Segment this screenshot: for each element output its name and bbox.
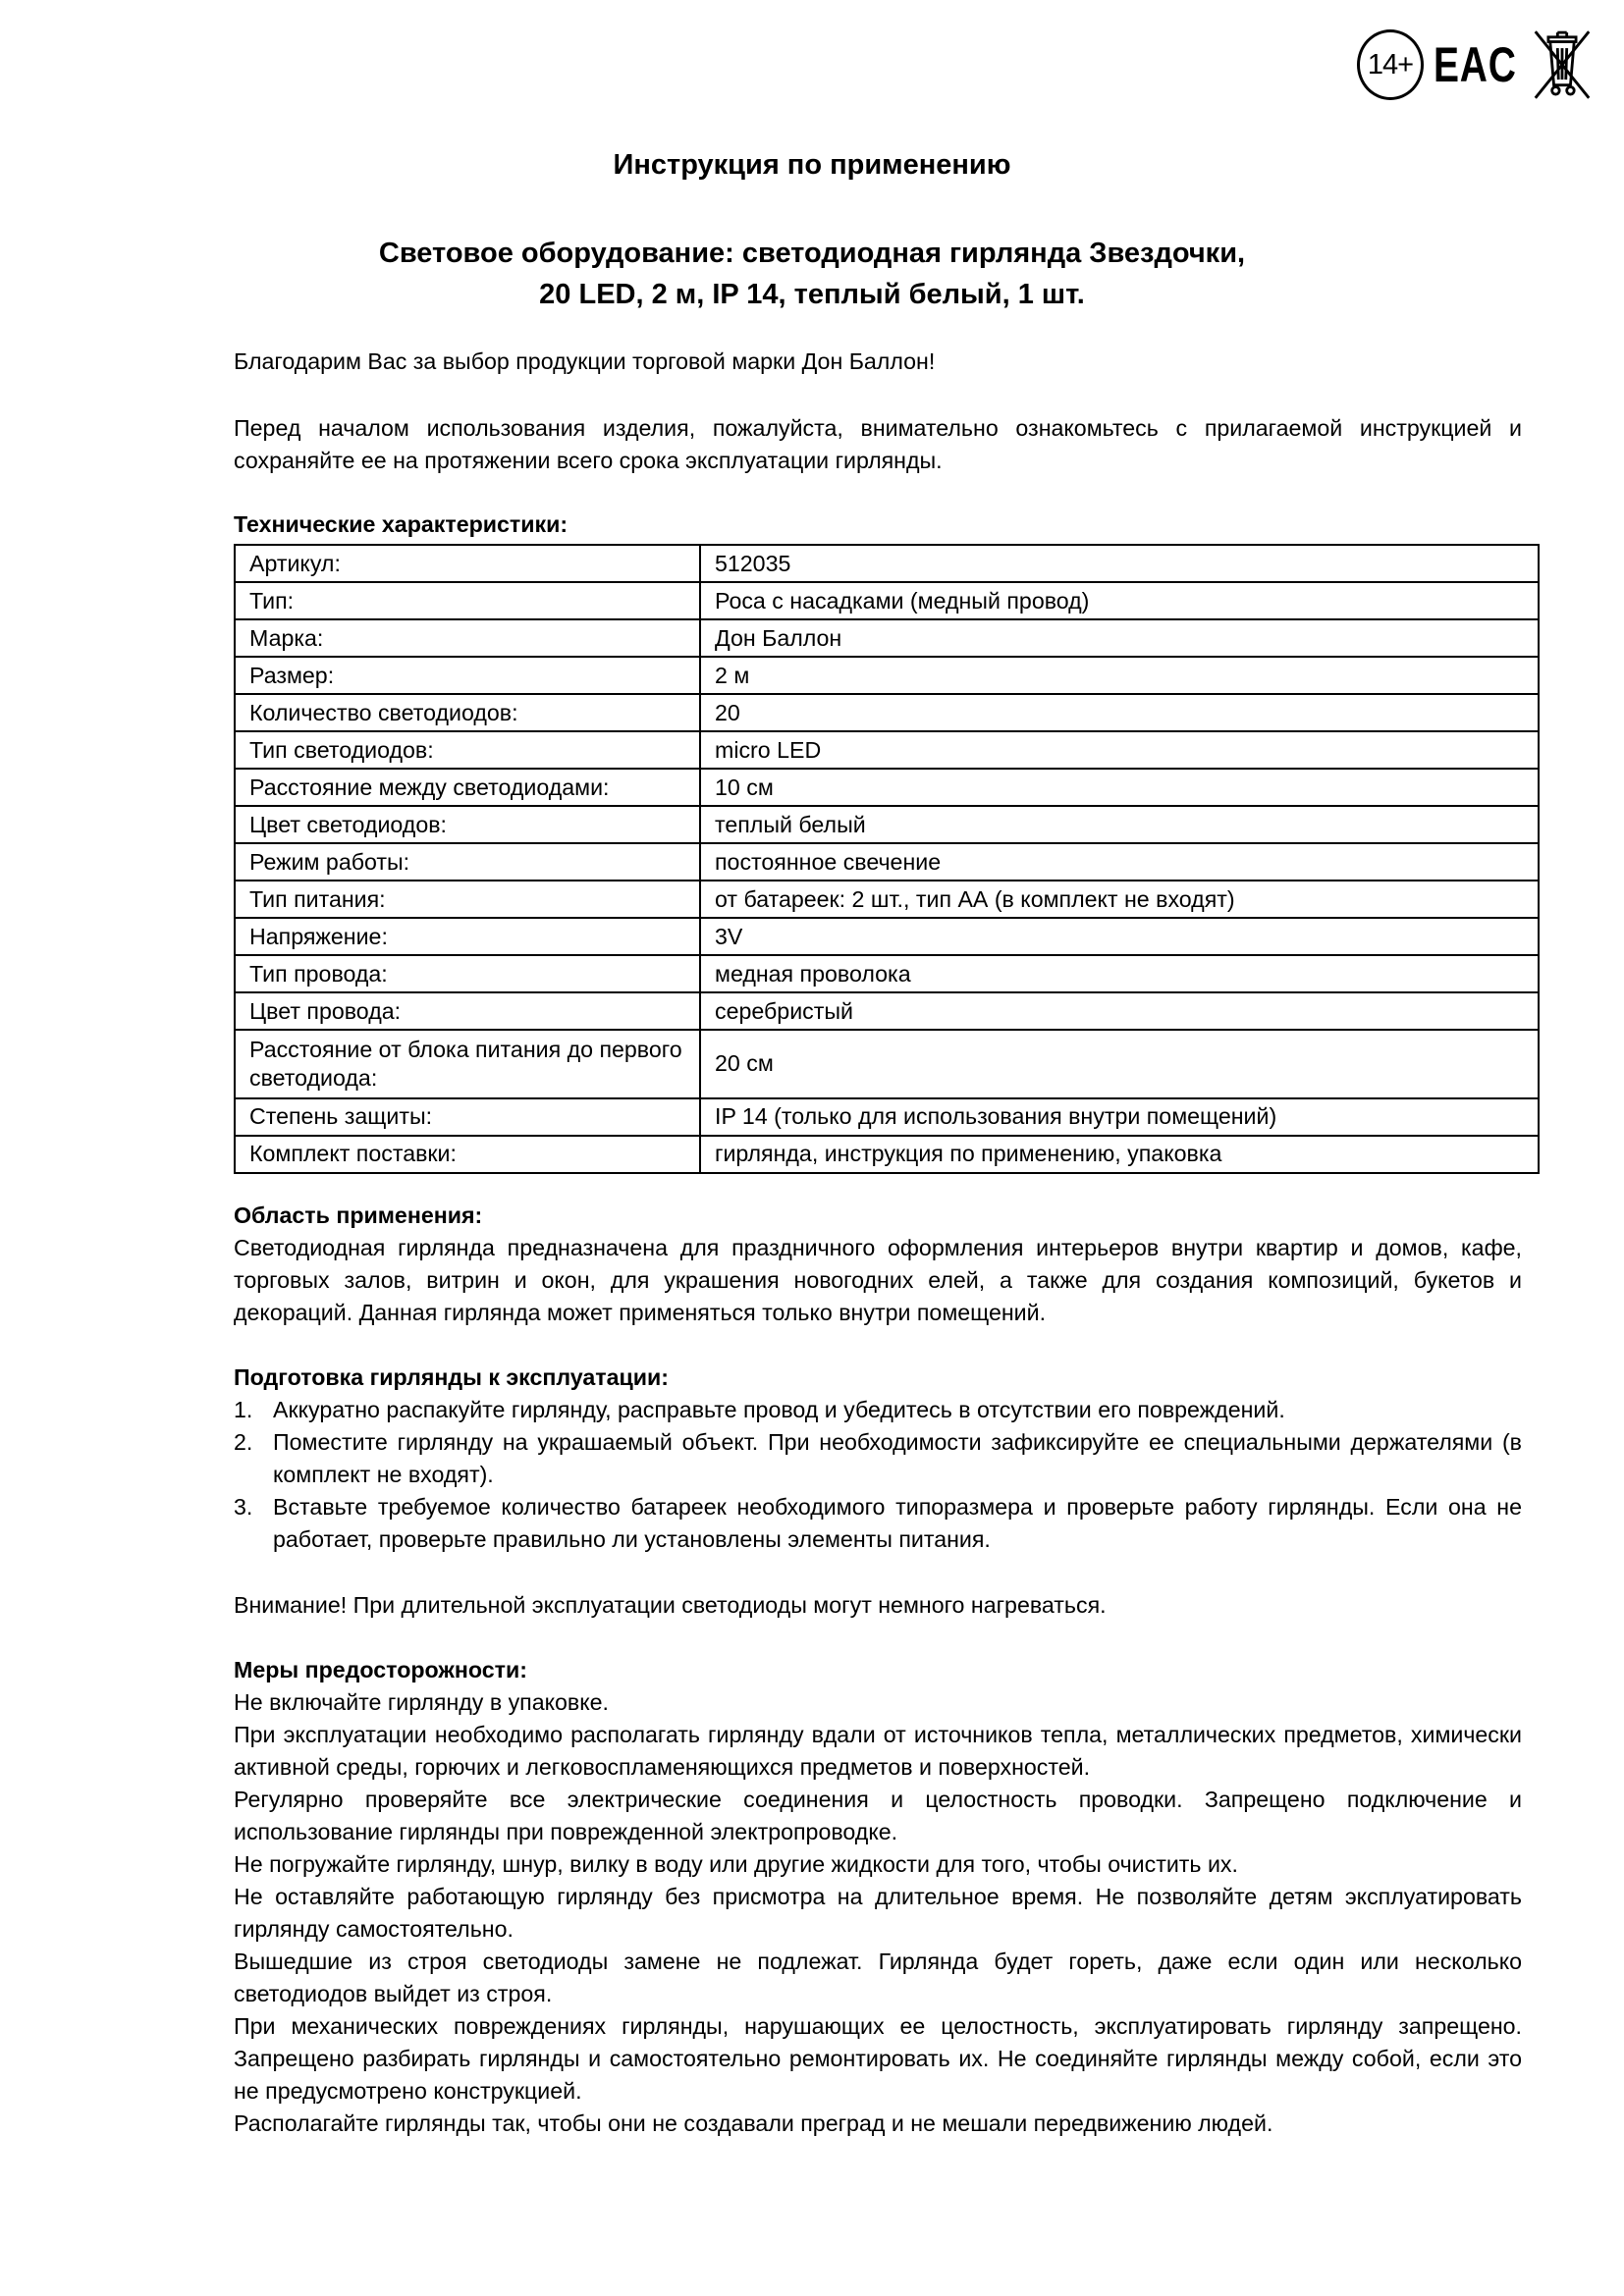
precautions-list — [234, 1686, 1522, 2140]
spec-value: серебристый — [700, 992, 1539, 1030]
list-item — [234, 1394, 1522, 1426]
table-row — [235, 1098, 1539, 1136]
spec-value: теплый белый — [700, 806, 1539, 843]
specs-heading: Технические характеристики: — [234, 511, 568, 537]
precautions-heading: Меры предосторожности: — [234, 1657, 527, 1682]
table-row — [235, 955, 1539, 992]
list-item: Располагайте гирлянды так, чтобы они не создавали преград и не мешали передвижению людей. — [234, 2110, 1273, 2136]
list-item: Регулярно проверяйте все электрические соединения и целостность проводки. Запрещено подключение и использование гирлянды при поврежденной электропроводке. — [234, 1787, 1522, 1844]
crossed-bin-icon — [1532, 26, 1593, 104]
spec-label: Количество светодиодов: — [235, 694, 700, 731]
prep-steps — [234, 1394, 1522, 1556]
list-item — [234, 1491, 1522, 1556]
list-item: При эксплуатации необходимо располагать гирлянду вдали от источников тепла, металлических предметов, химически активной среды, горючих и легковоспламеняющихся предметов и поверхностей. — [234, 1722, 1522, 1780]
subtitle-line-2: 20 LED, 2 м, IP 14, теплый белый, 1 шт. — [539, 279, 1085, 310]
table-row — [235, 731, 1539, 769]
step-text: Поместите гирлянду на украшаемый объект. При необходимости зафиксируйте ее специальными держателями (в комплект не входят). — [273, 1429, 1522, 1487]
spec-value: 3V — [700, 918, 1539, 955]
spec-value: Дон Баллон — [700, 619, 1539, 657]
spec-value: 20 — [700, 694, 1539, 731]
spec-value: micro LED — [700, 731, 1539, 769]
intro-text: Перед началом использования изделия, пожалуйста, внимательно ознакомьтесь с прилагаемой инструкцией и сохраняйте ее на протяжении всего срока эксплуатации гирлянды. — [234, 415, 1522, 473]
table-row — [235, 1136, 1539, 1173]
scope-heading: Область применения: — [234, 1202, 483, 1228]
spec-label: Напряжение: — [235, 918, 700, 955]
step-text: Вставьте требуемое количество батареек необходимого типоразмера и проверьте работу гирлянды. Если она не работает, проверьте правильно ли установлены элементы питания. — [273, 1494, 1522, 1552]
list-item: Не оставляйте работающую гирлянду без присмотра на длительное время. Не позволяйте детям эксплуатировать гирлянду самостоятельно. — [234, 1884, 1522, 1942]
product-subtitle — [0, 233, 1624, 315]
table-row — [235, 657, 1539, 694]
spec-value: 10 см — [700, 769, 1539, 806]
table-row — [235, 694, 1539, 731]
spec-label: Режим работы: — [235, 843, 700, 881]
spec-label: Тип питания: — [235, 881, 700, 918]
step-number: 3. — [234, 1494, 253, 1520]
table-row — [235, 806, 1539, 843]
eac-mark: EAC — [1434, 37, 1517, 92]
table-row — [235, 843, 1539, 881]
list-item — [234, 1426, 1522, 1491]
step-text: Аккуратно распакуйте гирлянду, расправьте провод и убедитесь в отсутствии его повреждений. — [273, 1397, 1285, 1422]
table-row — [235, 992, 1539, 1030]
list-item: Не погружайте гирлянду, шнур, вилку в воду или другие жидкости для того, чтобы очистить их. — [234, 1851, 1238, 1877]
spec-value: 20 см — [700, 1030, 1539, 1098]
spec-value: медная проволока — [700, 955, 1539, 992]
spec-label: Цвет светодиодов: — [235, 806, 700, 843]
table-row — [235, 582, 1539, 619]
table-row — [235, 619, 1539, 657]
table-row — [235, 1030, 1539, 1098]
attention-text: Внимание! При длительной эксплуатации светодиоды могут немного нагреваться. — [234, 1592, 1107, 1618]
spec-label: Марка: — [235, 619, 700, 657]
step-number: 1. — [234, 1397, 253, 1422]
spec-value: от батареек: 2 шт., тип АА (в комплект не входят) — [700, 881, 1539, 918]
step-number: 2. — [234, 1429, 253, 1455]
table-row — [235, 881, 1539, 918]
spec-value: 512035 — [700, 545, 1539, 582]
spec-value: гирлянда, инструкция по применению, упаковка — [700, 1136, 1539, 1173]
spec-label: Тип: — [235, 582, 700, 619]
spec-label: Комплект поставки: — [235, 1136, 700, 1173]
subtitle-line-1: Световое оборудование: светодиодная гирлянда Звездочки, — [378, 238, 1246, 269]
list-item: Вышедшие из строя светодиоды замене не подлежат. Гирлянда будет гореть, даже если один или несколько светодиодов выйдет из строя. — [234, 1949, 1522, 2006]
spec-value: Роса с насадками (медный провод) — [700, 582, 1539, 619]
page-title: Инструкция по применению — [613, 149, 1011, 181]
table-row — [235, 918, 1539, 955]
greeting-text: Благодарим Вас за выбор продукции торговой марки Дон Баллон! — [234, 348, 936, 374]
list-item: Не включайте гирлянду в упаковке. — [234, 1689, 609, 1715]
prep-heading: Подготовка гирлянды к эксплуатации: — [234, 1364, 670, 1390]
spec-value: IP 14 (только для использования внутри помещений) — [700, 1098, 1539, 1136]
spec-label: Расстояние между светодиодами: — [235, 769, 700, 806]
table-row — [235, 769, 1539, 806]
spec-label: Цвет провода: — [235, 992, 700, 1030]
spec-value: 2 м — [700, 657, 1539, 694]
age-rating-badge: 14+ — [1357, 29, 1424, 100]
spec-label: Тип светодиодов: — [235, 731, 700, 769]
spec-label: Артикул: — [235, 545, 700, 582]
spec-label: Степень защиты: — [235, 1098, 700, 1136]
spec-label: Тип провода: — [235, 955, 700, 992]
spec-value: постоянное свечение — [700, 843, 1539, 881]
specs-table — [234, 544, 1540, 1174]
spec-label: Расстояние от блока питания до первого светодиода: — [235, 1030, 700, 1098]
list-item: При механических повреждениях гирлянды, нарушающих ее целостность, эксплуатировать гирлянду запрещено. Запрещено разбирать гирлянды и самостоятельно ремонтировать их. Не соединяйте гирлянды между собой, если это не предусмотрено конструкцией. — [234, 2013, 1522, 2104]
scope-text: Светодиодная гирлянда предназначена для праздничного оформления интерьеров внутри квартир и домов, кафе, торговых залов, витрин и окон, для украшения новогодних елей, а также для создания композиций, букетов и декораций. Данная гирлянда может применяться только внутри помещений. — [234, 1235, 1522, 1325]
table-row — [235, 545, 1539, 582]
spec-label: Размер: — [235, 657, 700, 694]
certification-marks — [1357, 22, 1593, 108]
